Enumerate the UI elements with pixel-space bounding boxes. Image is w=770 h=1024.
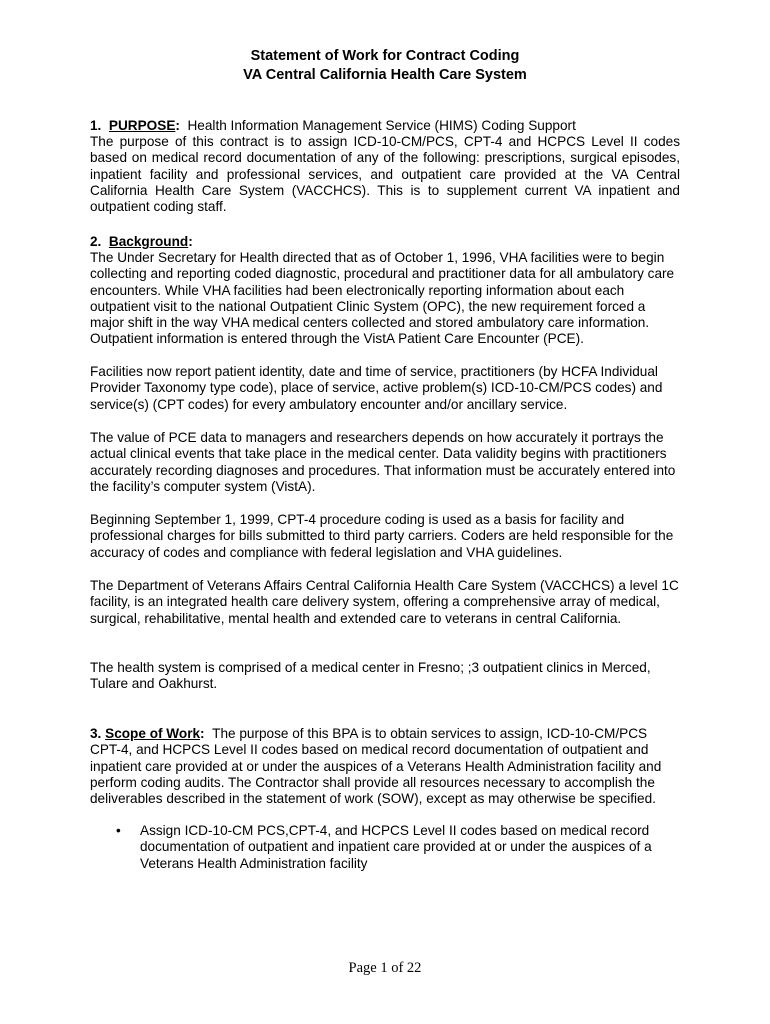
background-label: Background [108, 234, 189, 249]
document-title-line2: VA Central California Health Care System [243, 67, 527, 83]
purpose-heading [90, 118, 680, 134]
purpose-subtitle: Health Information Management Service (HIMS) Coding Support [187, 118, 576, 133]
bullet-dot-icon: • [116, 823, 121, 838]
background-paragraph: The Department of Veterans Affairs Central California Health Care System (VACCHCS) a level 1C facility, is an integrated health care delivery system, offering a comprehensive array of medical, surgical, rehabilitative, mental health and extended care to veterans in central California. [90, 578, 679, 626]
scope-body: The purpose of this BPA is to obtain services to assign, ICD-10-CM/PCS CPT-4, and HCPCS Level II codes based on medical record documentation of outpatient and inpatient care provided at or under the auspices of a Veterans Health Administration facility and perform coding audits. The Contractor shall provide all resources necessary to accomplish the deliverables described in the statement of work (SOW), except as may otherwise be specified. [90, 726, 662, 807]
scope-colon: : [200, 726, 205, 741]
background-paragraph: The Under Secretary for Health directed that as of October 1, 1996, VHA facilities were to begin collecting and reporting coded diagnostic, procedural and practitioner data for all ambulatory care encounters. While VHA facilities had been electronically reporting information about each outpatient visit to the national Outpatient Clinic System (OPC), the new requirement forced a major shift in the way VHA medical centers collected and stored ambulatory care information. Outpatient information is entered through the VistA Patient Care Encounter (PCE). [90, 250, 675, 347]
scope-number: 3. [90, 726, 102, 741]
background-heading [90, 234, 680, 250]
document-title-line1: Statement of Work for Contract Coding [250, 48, 520, 64]
purpose-number: 1. [90, 118, 102, 133]
background-number: 2. [90, 234, 102, 249]
background-paragraph: The value of PCE data to managers and researchers depends on how accurately it portrays the actual clinical events that take place in the medical center. Data validity begins with practitioners accurately recording diagnoses and procedures. That information must be accurately entered into the facility’s computer system (VistA). [90, 430, 676, 494]
scope-paragraph [90, 726, 680, 807]
purpose-colon: : [175, 118, 180, 133]
background-paragraph: Facilities now report patient identity, date and time of service, practitioners (by HCFA Individual Provider Taxonomy type code), place of service, active problem(s) ICD-10-CM/PCS codes) and service(s) (CPT codes) for every ambulatory encounter and/or ancillary service. [90, 364, 663, 412]
purpose-body: The purpose of this contract is to assign ICD-10-CM/PCS, CPT-4 and HCPCS Level II codes based on medical record documentation of any of the following: prescriptions, surgical episodes, inpatient facility and professional services, and outpatient care provided at the VA Central California Health Care System (VACCHCS). This is to supplement current VA inpatient and outpatient coding staff. [90, 134, 680, 215]
page-number: Page 1 of 22 [348, 960, 422, 976]
purpose-label: PURPOSE [108, 118, 176, 133]
background-colon: : [188, 234, 193, 249]
scope-label: Scope of Work [105, 726, 201, 741]
background-paragraph: Beginning September 1, 1999, CPT-4 procedure coding is used as a basis for facility and professional charges for bills submitted to third party carriers. Coders are held responsible for the accuracy of codes and compliance with federal legislation and VHA guidelines. [90, 512, 674, 560]
background-paragraph: The health system is comprised of a medical center in Fresno; ;3 outpatient clinics in Merced, Tulare and Oakhurst. [90, 660, 651, 692]
scope-bullet-item: Assign ICD-10-CM PCS,CPT-4, and HCPCS Level II codes based on medical record documentation of outpatient and inpatient care provided at or under the auspices of a Veterans Health Administration facility [140, 823, 652, 871]
